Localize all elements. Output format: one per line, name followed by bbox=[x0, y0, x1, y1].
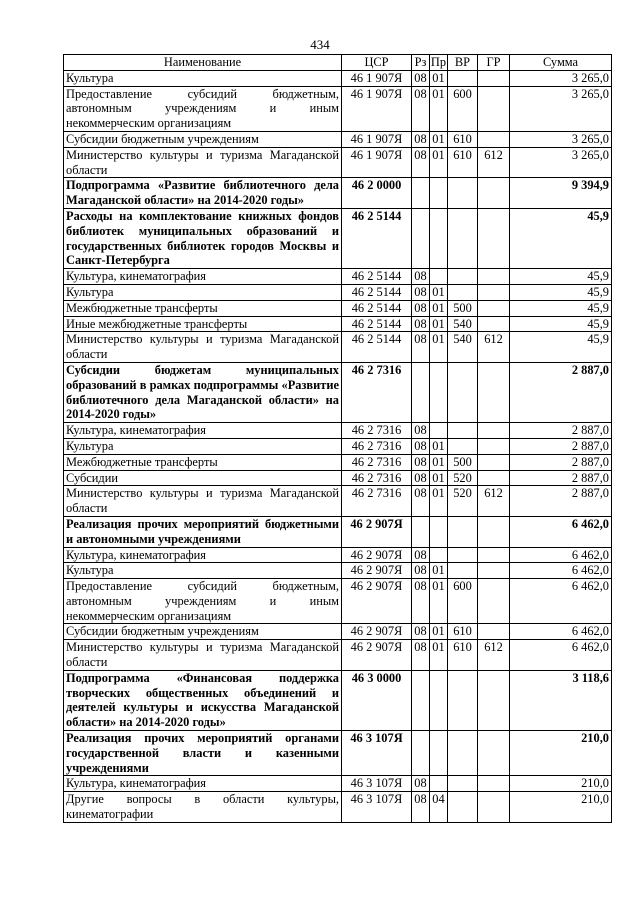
cell-gr bbox=[478, 579, 510, 624]
cell-name: Культура bbox=[64, 70, 342, 86]
cell-gr bbox=[478, 316, 510, 332]
cell-name: Культура bbox=[64, 563, 342, 579]
cell-sum: 9 394,9 bbox=[510, 178, 612, 209]
header-rz: Рз bbox=[412, 55, 430, 71]
cell-pr bbox=[430, 269, 448, 285]
header-gr: ГР bbox=[478, 55, 510, 71]
table-row bbox=[64, 284, 612, 300]
cell-rz: 08 bbox=[412, 131, 430, 147]
cell-vr bbox=[448, 547, 478, 563]
cell-sum: 6 462,0 bbox=[510, 516, 612, 547]
cell-rz: 08 bbox=[412, 792, 430, 823]
cell-vr bbox=[448, 423, 478, 439]
cell-pr bbox=[430, 776, 448, 792]
cell-rz: 08 bbox=[412, 640, 430, 671]
cell-gr: 612 bbox=[478, 332, 510, 363]
cell-rz bbox=[412, 362, 430, 422]
table-row bbox=[64, 208, 612, 268]
cell-rz: 08 bbox=[412, 423, 430, 439]
cell-csr: 46 2 907Я bbox=[342, 640, 412, 671]
cell-vr bbox=[448, 670, 478, 730]
cell-csr: 46 3 107Я bbox=[342, 731, 412, 776]
cell-vr: 500 bbox=[448, 300, 478, 316]
cell-gr bbox=[478, 670, 510, 730]
cell-csr: 46 2 907Я bbox=[342, 547, 412, 563]
cell-csr: 46 1 907Я bbox=[342, 86, 412, 131]
cell-pr bbox=[430, 516, 448, 547]
cell-rz: 08 bbox=[412, 624, 430, 640]
cell-sum: 6 462,0 bbox=[510, 624, 612, 640]
cell-sum: 2 887,0 bbox=[510, 486, 612, 517]
cell-rz: 08 bbox=[412, 579, 430, 624]
cell-csr: 46 2 5144 bbox=[342, 300, 412, 316]
cell-vr bbox=[448, 284, 478, 300]
cell-pr bbox=[430, 178, 448, 209]
cell-csr: 46 2 7316 bbox=[342, 486, 412, 517]
cell-name: Предоставление субсидий бюджетным, автономным учреждениям и иным некоммерческим организациям bbox=[64, 579, 342, 624]
budget-table bbox=[63, 54, 612, 823]
cell-gr bbox=[478, 362, 510, 422]
table-row bbox=[64, 640, 612, 671]
table-row bbox=[64, 131, 612, 147]
cell-sum: 45,9 bbox=[510, 284, 612, 300]
cell-vr: 610 bbox=[448, 624, 478, 640]
cell-name: Культура bbox=[64, 438, 342, 454]
cell-sum: 210,0 bbox=[510, 731, 612, 776]
cell-name: Субсидии бюджетным учреждениям bbox=[64, 624, 342, 640]
cell-gr bbox=[478, 776, 510, 792]
cell-vr bbox=[448, 792, 478, 823]
cell-vr: 540 bbox=[448, 332, 478, 363]
table-row bbox=[64, 316, 612, 332]
cell-pr bbox=[430, 423, 448, 439]
cell-rz: 08 bbox=[412, 563, 430, 579]
cell-gr bbox=[478, 563, 510, 579]
cell-rz: 08 bbox=[412, 776, 430, 792]
cell-pr bbox=[430, 547, 448, 563]
cell-name: Предоставление субсидий бюджетным, автономным учреждениям и иным некоммерческим организациям bbox=[64, 86, 342, 131]
cell-name: Министерство культуры и туризма Магаданской области bbox=[64, 486, 342, 517]
cell-rz: 08 bbox=[412, 300, 430, 316]
table-row bbox=[64, 178, 612, 209]
cell-gr: 612 bbox=[478, 486, 510, 517]
table-row bbox=[64, 792, 612, 823]
cell-csr: 46 1 907Я bbox=[342, 131, 412, 147]
cell-gr bbox=[478, 423, 510, 439]
cell-pr: 01 bbox=[430, 563, 448, 579]
cell-csr: 46 2 5144 bbox=[342, 208, 412, 268]
cell-csr: 46 2 5144 bbox=[342, 332, 412, 363]
cell-name: Реализация прочих мероприятий бюджетными и автономными учреждениями bbox=[64, 516, 342, 547]
cell-vr: 610 bbox=[448, 147, 478, 178]
cell-vr: 600 bbox=[448, 86, 478, 131]
cell-gr bbox=[478, 178, 510, 209]
cell-pr: 01 bbox=[430, 486, 448, 517]
cell-vr bbox=[448, 516, 478, 547]
cell-rz: 08 bbox=[412, 147, 430, 178]
cell-pr: 01 bbox=[430, 86, 448, 131]
cell-csr: 46 2 907Я bbox=[342, 563, 412, 579]
cell-pr: 01 bbox=[430, 332, 448, 363]
cell-name: Подпрограмма «Развитие библиотечного дела Магаданской области» на 2014-2020 годы» bbox=[64, 178, 342, 209]
cell-name: Субсидии bbox=[64, 470, 342, 486]
header-sum: Сумма bbox=[510, 55, 612, 71]
cell-sum: 210,0 bbox=[510, 792, 612, 823]
cell-name: Министерство культуры и туризма Магаданской области bbox=[64, 640, 342, 671]
cell-sum: 45,9 bbox=[510, 316, 612, 332]
table-row bbox=[64, 470, 612, 486]
cell-pr: 01 bbox=[430, 454, 448, 470]
cell-rz bbox=[412, 178, 430, 209]
cell-sum: 6 462,0 bbox=[510, 579, 612, 624]
cell-csr: 46 3 0000 bbox=[342, 670, 412, 730]
cell-rz: 08 bbox=[412, 284, 430, 300]
table-row bbox=[64, 362, 612, 422]
cell-sum: 6 462,0 bbox=[510, 563, 612, 579]
cell-rz: 08 bbox=[412, 316, 430, 332]
cell-pr: 01 bbox=[430, 284, 448, 300]
cell-rz: 08 bbox=[412, 438, 430, 454]
cell-vr bbox=[448, 178, 478, 209]
cell-rz: 08 bbox=[412, 86, 430, 131]
table-body bbox=[64, 70, 612, 822]
table-row bbox=[64, 670, 612, 730]
header-vr: ВР bbox=[448, 55, 478, 71]
cell-rz: 08 bbox=[412, 547, 430, 563]
cell-csr: 46 2 7316 bbox=[342, 470, 412, 486]
table-row bbox=[64, 624, 612, 640]
cell-name: Культура, кинематография bbox=[64, 547, 342, 563]
table-row bbox=[64, 86, 612, 131]
table-row bbox=[64, 486, 612, 517]
cell-sum: 2 887,0 bbox=[510, 423, 612, 439]
cell-gr bbox=[478, 547, 510, 563]
cell-name: Культура, кинематография bbox=[64, 269, 342, 285]
table-row bbox=[64, 776, 612, 792]
cell-csr: 46 2 7316 bbox=[342, 454, 412, 470]
cell-rz bbox=[412, 516, 430, 547]
cell-pr: 01 bbox=[430, 470, 448, 486]
table-row bbox=[64, 423, 612, 439]
cell-sum: 6 462,0 bbox=[510, 547, 612, 563]
cell-rz bbox=[412, 731, 430, 776]
cell-pr bbox=[430, 670, 448, 730]
cell-csr: 46 2 7316 bbox=[342, 438, 412, 454]
cell-vr: 610 bbox=[448, 640, 478, 671]
cell-sum: 6 462,0 bbox=[510, 640, 612, 671]
cell-csr: 46 2 7316 bbox=[342, 362, 412, 422]
cell-name: Реализация прочих мероприятий органами государственной власти и казенными учреждениями bbox=[64, 731, 342, 776]
cell-name: Другие вопросы в области культуры, кинематографии bbox=[64, 792, 342, 823]
cell-vr bbox=[448, 563, 478, 579]
cell-rz: 08 bbox=[412, 470, 430, 486]
cell-vr bbox=[448, 776, 478, 792]
cell-sum: 2 887,0 bbox=[510, 454, 612, 470]
cell-name: Субсидии бюджетам муниципальных образований в рамках подпрограммы «Развитие библиотечного дела Магаданской области» на 2014-2020 годы» bbox=[64, 362, 342, 422]
cell-pr bbox=[430, 362, 448, 422]
cell-csr: 46 2 907Я bbox=[342, 579, 412, 624]
table-row bbox=[64, 579, 612, 624]
table-row bbox=[64, 454, 612, 470]
cell-rz: 08 bbox=[412, 332, 430, 363]
cell-gr bbox=[478, 86, 510, 131]
cell-pr: 01 bbox=[430, 300, 448, 316]
cell-pr bbox=[430, 731, 448, 776]
cell-gr bbox=[478, 792, 510, 823]
cell-pr: 01 bbox=[430, 624, 448, 640]
cell-sum: 2 887,0 bbox=[510, 438, 612, 454]
cell-name: Культура, кинематография bbox=[64, 776, 342, 792]
cell-csr: 46 1 907Я bbox=[342, 147, 412, 178]
cell-rz bbox=[412, 208, 430, 268]
cell-vr: 520 bbox=[448, 486, 478, 517]
table-row bbox=[64, 332, 612, 363]
cell-gr bbox=[478, 624, 510, 640]
cell-pr bbox=[430, 208, 448, 268]
table-header-row bbox=[64, 55, 612, 71]
cell-sum: 45,9 bbox=[510, 332, 612, 363]
cell-gr: 612 bbox=[478, 640, 510, 671]
cell-vr bbox=[448, 362, 478, 422]
page-number: 434 bbox=[310, 37, 330, 52]
cell-rz: 08 bbox=[412, 269, 430, 285]
cell-gr bbox=[478, 470, 510, 486]
cell-gr bbox=[478, 731, 510, 776]
cell-csr: 46 3 107Я bbox=[342, 792, 412, 823]
cell-gr bbox=[478, 284, 510, 300]
cell-sum: 3 265,0 bbox=[510, 86, 612, 131]
table-row bbox=[64, 563, 612, 579]
cell-gr bbox=[478, 516, 510, 547]
table-row bbox=[64, 438, 612, 454]
cell-vr bbox=[448, 208, 478, 268]
cell-pr: 04 bbox=[430, 792, 448, 823]
cell-sum: 3 265,0 bbox=[510, 70, 612, 86]
table-row bbox=[64, 269, 612, 285]
cell-csr: 46 2 7316 bbox=[342, 423, 412, 439]
cell-pr: 01 bbox=[430, 131, 448, 147]
cell-gr: 612 bbox=[478, 147, 510, 178]
cell-rz: 08 bbox=[412, 454, 430, 470]
cell-csr: 46 2 0000 bbox=[342, 178, 412, 209]
cell-sum: 45,9 bbox=[510, 300, 612, 316]
cell-pr: 01 bbox=[430, 579, 448, 624]
cell-csr: 46 2 907Я bbox=[342, 516, 412, 547]
cell-vr bbox=[448, 70, 478, 86]
cell-pr: 01 bbox=[430, 70, 448, 86]
cell-csr: 46 3 107Я bbox=[342, 776, 412, 792]
cell-vr bbox=[448, 269, 478, 285]
table-row bbox=[64, 70, 612, 86]
cell-gr bbox=[478, 70, 510, 86]
cell-sum: 210,0 bbox=[510, 776, 612, 792]
cell-name: Подпрограмма «Финансовая поддержка творческих общественных объединений и деятелей культуры и искусства Магаданской области» на 2014-2020 годы» bbox=[64, 670, 342, 730]
cell-csr: 46 2 907Я bbox=[342, 624, 412, 640]
cell-pr: 01 bbox=[430, 438, 448, 454]
cell-name: Культура, кинематография bbox=[64, 423, 342, 439]
header-pr: Пр bbox=[430, 55, 447, 69]
cell-rz: 08 bbox=[412, 70, 430, 86]
cell-sum: 2 887,0 bbox=[510, 362, 612, 422]
cell-sum: 3 265,0 bbox=[510, 147, 612, 178]
cell-rz: 08 bbox=[412, 486, 430, 517]
cell-sum: 3 118,6 bbox=[510, 670, 612, 730]
table-row bbox=[64, 300, 612, 316]
cell-sum: 45,9 bbox=[510, 208, 612, 268]
cell-gr bbox=[478, 300, 510, 316]
cell-vr: 500 bbox=[448, 454, 478, 470]
header-name: Наименование bbox=[64, 55, 342, 71]
cell-sum: 3 265,0 bbox=[510, 131, 612, 147]
cell-sum: 2 887,0 bbox=[510, 470, 612, 486]
cell-name: Межбюджетные трансферты bbox=[64, 454, 342, 470]
cell-name: Межбюджетные трансферты bbox=[64, 300, 342, 316]
cell-rz bbox=[412, 670, 430, 730]
cell-pr: 01 bbox=[430, 640, 448, 671]
table-row bbox=[64, 147, 612, 178]
table-row bbox=[64, 547, 612, 563]
header-csr: ЦСР bbox=[342, 55, 412, 71]
cell-gr bbox=[478, 131, 510, 147]
cell-csr: 46 2 5144 bbox=[342, 284, 412, 300]
cell-name: Иные межбюджетные трансферты bbox=[64, 316, 342, 332]
cell-gr bbox=[478, 438, 510, 454]
cell-vr bbox=[448, 438, 478, 454]
cell-csr: 46 2 5144 bbox=[342, 316, 412, 332]
cell-gr bbox=[478, 454, 510, 470]
cell-pr: 01 bbox=[430, 147, 448, 178]
cell-vr: 520 bbox=[448, 470, 478, 486]
table-row bbox=[64, 731, 612, 776]
table-row bbox=[64, 516, 612, 547]
cell-sum: 45,9 bbox=[510, 269, 612, 285]
cell-pr: 01 bbox=[430, 316, 448, 332]
cell-name: Культура bbox=[64, 284, 342, 300]
cell-vr: 610 bbox=[448, 131, 478, 147]
cell-name: Министерство культуры и туризма Магаданской области bbox=[64, 332, 342, 363]
cell-gr bbox=[478, 208, 510, 268]
cell-name: Субсидии бюджетным учреждениям bbox=[64, 131, 342, 147]
cell-vr: 600 bbox=[448, 579, 478, 624]
cell-csr: 46 1 907Я bbox=[342, 70, 412, 86]
cell-name: Расходы на комплектование книжных фондов библиотек муниципальных образований и государственных библиотек городов Москвы и Санкт-Петербурга bbox=[64, 208, 342, 268]
cell-name: Министерство культуры и туризма Магаданской области bbox=[64, 147, 342, 178]
cell-vr bbox=[448, 731, 478, 776]
cell-gr bbox=[478, 269, 510, 285]
cell-csr: 46 2 5144 bbox=[342, 269, 412, 285]
cell-vr: 540 bbox=[448, 316, 478, 332]
